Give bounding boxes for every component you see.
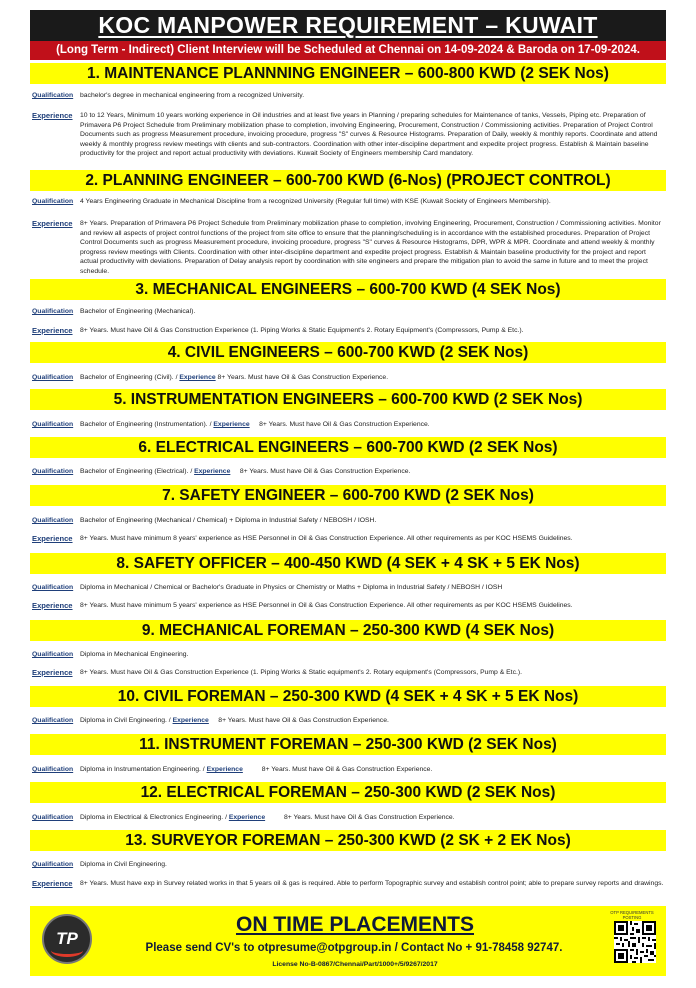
qualification-text bbox=[80, 467, 664, 477]
qualification-text: bachelor's degree in mechanical engineering from a recognized University. bbox=[80, 92, 305, 99]
position-title-bar bbox=[30, 782, 666, 803]
position-title-bar bbox=[30, 553, 666, 574]
qualification-value: Bachelor of Engineering (Electrical). / bbox=[80, 468, 195, 475]
experience-text: 8+ Years. Preparation of Primavera P6 Project Schedule from Preliminary mobilization phase to completion, involving Engineering, Procurement, Construction / Commissioning activities. Monitor and review all aspects of project control functions of the project from site office to ensure that the planning/scheduling is in accordance with the established procedures. Preparation of Project Control Documents such as progress Measurement procedure, invoicing procedure, progress "S" curves & Resource Histograms, DPR, WPR & MPR. Coordinate and attend weekly & monthly progress review meetings with Clients. Coordination with other inter-discipline department and expedite project progress. Establish & Maintain baseline productivity for the project and report actual productivity with deviations. Preparation of Delay analysis report by coordination with site engineers and prepare the mitigation plan to avoid the same in future and to meet the project schedule. bbox=[80, 220, 661, 275]
interview-schedule-banner: (Long Term - Indirect) Client Interview will be Scheduled at Chennai on 14-09-2024 & Baroda on 17-09-2024. bbox=[30, 41, 666, 60]
experience-text: 10 to 12 Years, Minimum 10 years working experience in Oil industries and at least five years in Planning / preparing schedules for Maintenance of tanks, Vessels, Piping etc. Preparation of Primavera P6 Project Schedule from Preliminary mobilization phase to completion, involving Engineering, Procurement, Construction / Commissioning activities. Preparation of Project Control Documents such as progress Measurement procedure, invoicing procedure, progress "S" curves & Resource Histograms. Preparation of Daily, weekly & monthly reports. Coordinate and attend weekly & monthly progress review meetings with clients and sub-contractors. Coordination with other inter-discipline department and expedite project progress. Establish & Maintain baseline productivity for the project and report actual productivity with deviations. Kuwait Society of Engineers membership Card mandatory. bbox=[80, 112, 658, 158]
experience-text: 8+ Years. Must have exp in Survey related works in that 5 years oil & gas is required. Able to perform Topographic survey and establish control point; able to prepare survey reports and drawings. bbox=[80, 880, 664, 887]
qualification-text: 4 Years Engineering Graduate in Mechanical Discipline from a recognized University (Regular full time) with KSE (Kuwait Society of Engineers Membership). bbox=[80, 198, 551, 205]
logo-monogram: TP bbox=[56, 929, 78, 948]
qualification-text bbox=[80, 420, 664, 430]
position-title-bar bbox=[30, 279, 666, 300]
position-title: 7. SAFETY ENGINEER – 600-700 KWD (2 SEK Nos) bbox=[162, 487, 534, 504]
position-title-bar bbox=[30, 734, 666, 755]
qualification-label: Qualification bbox=[32, 92, 74, 99]
position-title: 3. MECHANICAL ENGINEERS – 600-700 KWD (4 SEK Nos) bbox=[135, 281, 561, 298]
position-title-bar bbox=[30, 342, 666, 363]
qualification-value: Diploma in Instrumentation Engineering. / bbox=[80, 766, 207, 773]
position-title-bar bbox=[30, 170, 666, 191]
position-title: 8. SAFETY OFFICER – 400-450 KWD (4 SEK + 4 SK + 5 EK Nos) bbox=[116, 555, 580, 572]
experience-text: 8+ Years. Must have minimum 5 years' experience as HSE Personnel in Oil & Gas Construction Experience. All other requirements as per KOC HSEMS Guidelines. bbox=[80, 602, 573, 609]
experience-label: Experience bbox=[32, 879, 73, 888]
position-title-bar bbox=[30, 686, 666, 707]
license-number: License No-B-0867/Chennai/Part/1000+/5/9267/2017 bbox=[272, 961, 438, 968]
qualification-text: Bachelor of Engineering (Mechanical / Chemical) + Diploma in Industrial Safety / NEBOSH / IOSH. bbox=[80, 517, 377, 524]
qualification-label: Qualification bbox=[32, 766, 74, 773]
qualification-label: Qualification bbox=[32, 198, 74, 205]
position-title-bar bbox=[30, 485, 666, 506]
qualification-value: Bachelor of Engineering (Civil). / bbox=[80, 374, 180, 381]
qr-caption: OTP REQUIREMENTS POSTING bbox=[610, 910, 654, 920]
position-title: 5. INSTRUMENTATION ENGINEERS – 600-700 KWD (2 SEK Nos) bbox=[113, 391, 583, 408]
experience-inline-label: Experience bbox=[194, 468, 231, 475]
posting-header bbox=[30, 10, 666, 60]
experience-inline-label: Experience bbox=[179, 374, 216, 381]
experience-inline-text: 8+ Years. Must have Oil & Gas Construction Experience. bbox=[230, 468, 411, 475]
position-title: 12. ELECTRICAL FOREMAN – 250-300 KWD (2 SEK Nos) bbox=[140, 784, 556, 801]
qualification-label: Qualification bbox=[32, 651, 74, 658]
experience-inline-label: Experience bbox=[228, 814, 266, 821]
qr-code-icon[interactable] bbox=[614, 921, 656, 963]
experience-inline-label: Experience bbox=[206, 766, 243, 773]
qualification-value: Diploma in Civil Engineering. / bbox=[80, 717, 173, 724]
qualification-value: Diploma in Electrical & Electronics Engineering. / bbox=[80, 814, 229, 821]
company-footer bbox=[30, 906, 666, 976]
qualification-label: Qualification bbox=[32, 374, 74, 381]
position-title-bar bbox=[30, 620, 666, 641]
qualification-label: Qualification bbox=[32, 861, 74, 868]
position-title-bar bbox=[30, 830, 666, 851]
position-title: 1. MAINTENANCE PLANNNING ENGINEER – 600-800 KWD (2 SEK Nos) bbox=[87, 65, 609, 82]
position-title-bar bbox=[30, 437, 666, 458]
qualification-label: Qualification bbox=[32, 308, 74, 315]
page-title: KOC MANPOWER REQUIREMENT – KUWAIT bbox=[98, 12, 598, 38]
qualification-text bbox=[80, 813, 664, 823]
experience-label: Experience bbox=[32, 326, 73, 335]
position-title-bar bbox=[30, 389, 666, 410]
qualification-text bbox=[80, 765, 664, 775]
experience-text: 8+ Years. Must have minimum 8 years' experience as HSE Personnel in Oil & Gas Construction Experience. All other requirements as per KOC HSEMS Guidelines. bbox=[80, 535, 573, 542]
company-name: ON TIME PLACEMENTS bbox=[235, 913, 474, 936]
experience-inline-text: 8+ Years. Must have Oil & Gas Construction Experience. bbox=[265, 814, 455, 821]
position-title: 9. MECHANICAL FOREMAN – 250-300 KWD (4 SEK Nos) bbox=[141, 622, 555, 639]
qualification-text bbox=[80, 373, 664, 383]
qualification-label: Qualification bbox=[32, 814, 74, 821]
experience-label: Experience bbox=[32, 601, 73, 610]
position-title: 11. INSTRUMENT FOREMAN – 250-300 KWD (2 SEK Nos) bbox=[139, 736, 557, 753]
qualification-label: Qualification bbox=[32, 717, 74, 724]
experience-label: Experience bbox=[32, 219, 73, 228]
experience-inline-text: 8+ Years. Must have Oil & Gas Construction Experience. bbox=[249, 421, 430, 428]
experience-inline-label: Experience bbox=[172, 717, 209, 724]
qualification-label: Qualification bbox=[32, 468, 74, 475]
qualification-text bbox=[80, 716, 664, 726]
qualification-text: Diploma in Mechanical Engineering. bbox=[80, 651, 189, 658]
position-title: 2. PLANNING ENGINEER – 600-700 KWD (6-Nos) (PROJECT CONTROL) bbox=[85, 172, 611, 189]
qualification-text: Diploma in Mechanical / Chemical or Bachelor's Graduate in Physics or Chemistry or Maths + Diploma in Industrial Safety / NEBOSH / IOSH bbox=[80, 584, 503, 591]
qualification-text: Diploma in Civil Engineering. bbox=[80, 861, 167, 868]
otp-logo-icon bbox=[42, 914, 92, 964]
experience-inline-text: 8+ Years. Must have Oil & Gas Construction Experience. bbox=[208, 717, 389, 724]
qualification-label: Qualification bbox=[32, 584, 74, 591]
position-title: 6. ELECTRICAL ENGINEERS – 600-700 KWD (2 SEK Nos) bbox=[138, 439, 558, 456]
position-title: 4. CIVIL ENGINEERS – 600-700 KWD (2 SEK Nos) bbox=[167, 344, 529, 361]
qr-code-graphic bbox=[614, 921, 656, 963]
qualification-value: Bachelor of Engineering (Instrumentation). / bbox=[80, 421, 214, 428]
qualification-text: Bachelor of Engineering (Mechanical). bbox=[80, 308, 196, 315]
experience-inline-text: 8+ Years. Must have Oil & Gas Construction Experience. bbox=[215, 374, 389, 381]
position-title-bar bbox=[30, 63, 666, 84]
position-title: 10. CIVIL FOREMAN – 250-300 KWD (4 SEK + 4 SK + 5 EK Nos) bbox=[117, 688, 579, 705]
experience-inline-text: 8+ Years. Must have Oil & Gas Construction Experience. bbox=[242, 766, 433, 773]
qualification-label: Qualification bbox=[32, 517, 74, 524]
logo-swoosh bbox=[51, 944, 83, 957]
experience-label: Experience bbox=[32, 668, 73, 677]
experience-text: 8+ Years. Must have Oil & Gas Construction Experience (1. Piping Works & Static Equipment's 2. Rotary Equipment's (Compressors, Pump & Etc.). bbox=[80, 327, 524, 334]
experience-text: 8+ Years. Must have Oil & Gas Construction Experience (1. Piping Works & Static equipment's 2. Rotary equipment's (Compressors, Pump & Etc.). bbox=[80, 669, 523, 676]
position-title: 13. SURVEYOR FOREMAN – 250-300 KWD (2 SK + 2 EK Nos) bbox=[125, 832, 571, 849]
experience-inline-label: Experience bbox=[213, 421, 250, 428]
experience-label: Experience bbox=[32, 111, 73, 120]
experience-label: Experience bbox=[32, 534, 73, 543]
qualification-label: Qualification bbox=[32, 421, 74, 428]
contact-line[interactable]: Please send CV's to otpresume@otpgroup.in / Contact No + 91-78458 92747. bbox=[145, 942, 563, 954]
